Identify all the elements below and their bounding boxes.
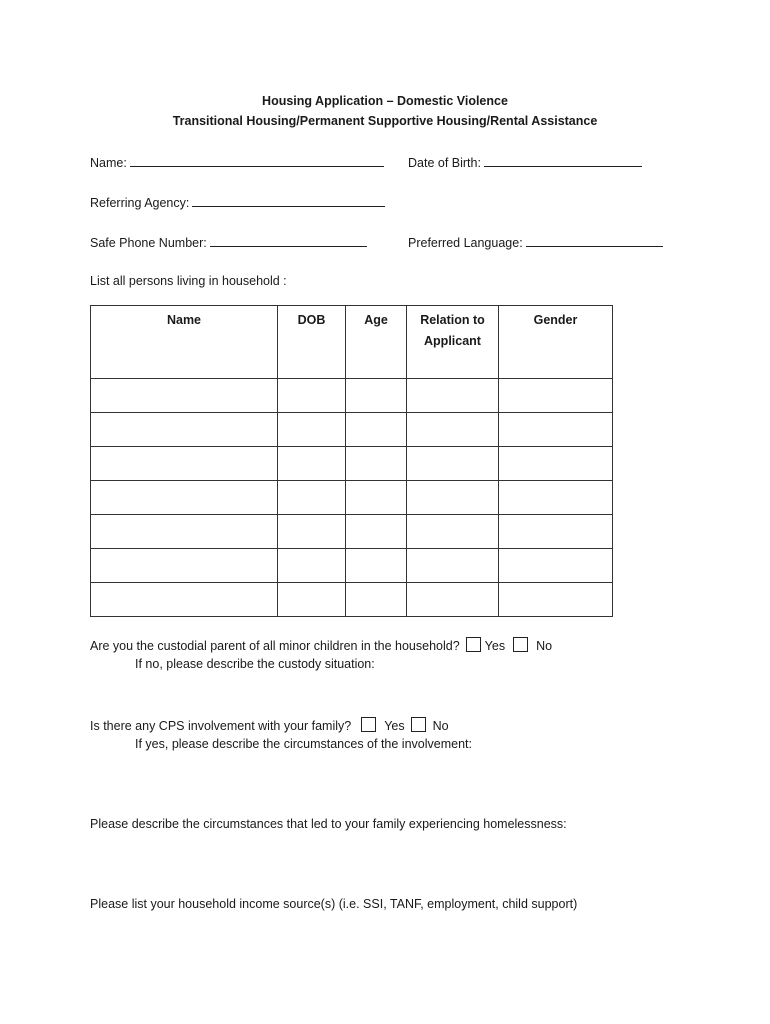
cps-followup: If yes, please describe the circumstances of the involvement: <box>135 737 472 751</box>
dob-field <box>408 154 642 170</box>
col-header-gender: Gender <box>499 306 613 379</box>
custodial-no-checkbox[interactable] <box>513 637 528 652</box>
table-cell[interactable] <box>346 447 407 481</box>
table-cell[interactable] <box>346 583 407 617</box>
table-row <box>91 413 613 447</box>
table-cell[interactable] <box>407 413 499 447</box>
table-cell[interactable] <box>407 379 499 413</box>
name-field <box>90 154 384 170</box>
table-row <box>91 379 613 413</box>
col-header-relation: Relation to Applicant <box>407 306 499 379</box>
custodial-no-label: No <box>536 639 553 653</box>
household-table <box>90 305 613 617</box>
table-cell[interactable] <box>499 481 613 515</box>
table-cell[interactable] <box>346 481 407 515</box>
income-question: Please list your household income source(s) (i.e. SSI, TANF, employment, child support) <box>90 897 578 911</box>
table-cell[interactable] <box>346 549 407 583</box>
col-header-dob: DOB <box>278 306 346 379</box>
table-header-row <box>91 306 613 379</box>
name-label: Name: <box>90 156 127 170</box>
table-cell[interactable] <box>407 481 499 515</box>
table-cell[interactable] <box>499 583 613 617</box>
custodial-yes-checkbox[interactable] <box>466 637 481 652</box>
custodial-question-text: Are you the custodial parent of all minor children in the household? <box>90 639 460 653</box>
table-cell[interactable] <box>91 583 278 617</box>
custodial-question <box>90 637 552 653</box>
table-cell[interactable] <box>278 549 346 583</box>
table-cell[interactable] <box>278 413 346 447</box>
language-input-line[interactable] <box>526 234 663 247</box>
table-cell[interactable] <box>346 379 407 413</box>
table-cell[interactable] <box>499 447 613 481</box>
dob-label: Date of Birth: <box>408 156 481 170</box>
table-cell[interactable] <box>278 447 346 481</box>
cps-no-label: No <box>432 719 449 733</box>
phone-input-line[interactable] <box>210 234 367 247</box>
table-cell[interactable] <box>499 379 613 413</box>
table-row <box>91 549 613 583</box>
table-cell[interactable] <box>499 549 613 583</box>
table-cell[interactable] <box>278 379 346 413</box>
table-cell[interactable] <box>346 413 407 447</box>
col-header-name: Name <box>91 306 278 379</box>
table-cell[interactable] <box>499 413 613 447</box>
col-header-age: Age <box>346 306 407 379</box>
phone-label: Safe Phone Number: <box>90 236 207 250</box>
table-cell[interactable] <box>407 549 499 583</box>
cps-question <box>90 717 449 733</box>
homelessness-question: Please describe the circumstances that led to your family experiencing homelessness: <box>90 817 567 831</box>
form-title: Housing Application – Domestic Violence <box>262 94 508 108</box>
table-cell[interactable] <box>91 549 278 583</box>
table-row <box>91 515 613 549</box>
cps-yes-checkbox[interactable] <box>361 717 376 732</box>
cps-yes-label: Yes <box>384 719 405 733</box>
agency-label: Referring Agency: <box>90 196 190 210</box>
table-cell[interactable] <box>278 515 346 549</box>
table-cell[interactable] <box>278 583 346 617</box>
form-subtitle: Transitional Housing/Permanent Supportive Housing/Rental Assistance <box>172 114 598 128</box>
table-cell[interactable] <box>407 515 499 549</box>
cps-question-text: Is there any CPS involvement with your family? <box>90 719 352 733</box>
table-row <box>91 481 613 515</box>
table-cell[interactable] <box>346 515 407 549</box>
table-cell[interactable] <box>91 447 278 481</box>
household-intro: List all persons living in household : <box>90 274 287 288</box>
name-input-line[interactable] <box>130 154 384 167</box>
table-cell[interactable] <box>407 583 499 617</box>
table-cell[interactable] <box>91 413 278 447</box>
agency-input-line[interactable] <box>192 194 385 207</box>
language-label: Preferred Language: <box>408 236 523 250</box>
table-row <box>91 447 613 481</box>
table-cell[interactable] <box>407 447 499 481</box>
dob-input-line[interactable] <box>484 154 642 167</box>
phone-field <box>90 234 367 250</box>
custodial-yes-label: Yes <box>484 639 506 653</box>
cps-no-checkbox[interactable] <box>411 717 426 732</box>
language-field <box>408 234 663 250</box>
table-cell[interactable] <box>278 481 346 515</box>
table-cell[interactable] <box>91 481 278 515</box>
custodial-followup: If no, please describe the custody situation: <box>135 657 375 671</box>
table-cell[interactable] <box>499 515 613 549</box>
table-cell[interactable] <box>91 379 278 413</box>
table-cell[interactable] <box>91 515 278 549</box>
table-row <box>91 583 613 617</box>
agency-field <box>90 194 385 210</box>
